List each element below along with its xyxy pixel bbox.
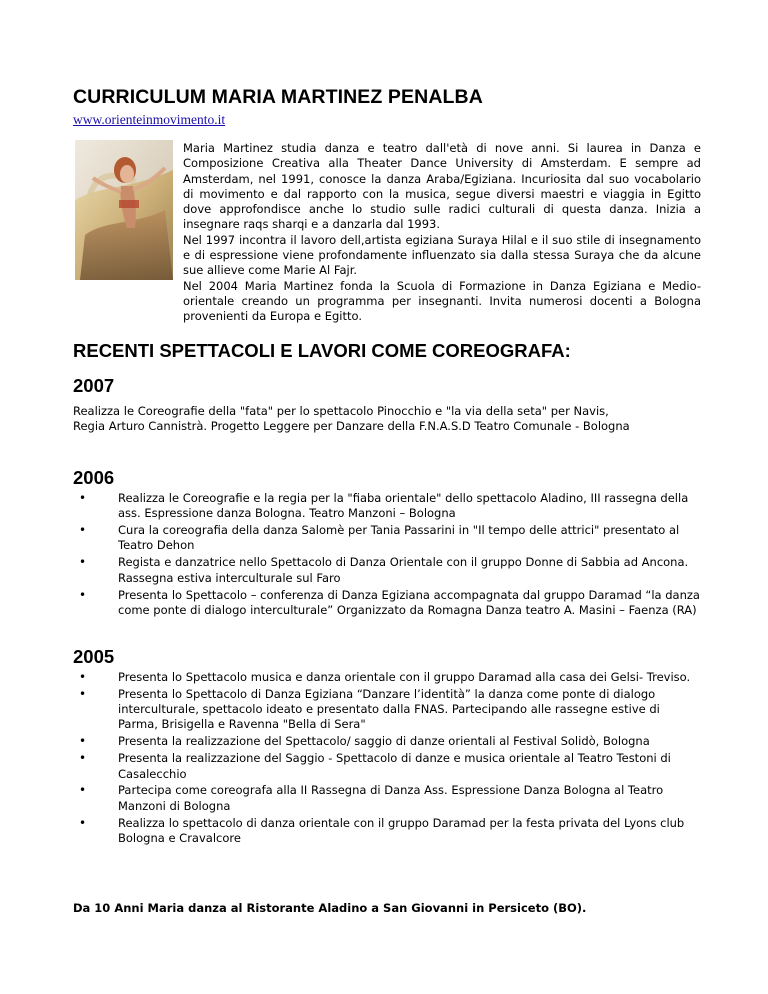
- list-item: • Cura la coreografia della danza Salomè per Tania Passarini in "Il tempo delle attrici" presentato al Teatro Dehon: [73, 523, 703, 554]
- year-heading-2006: 2006: [73, 467, 115, 488]
- list-item: • Realizza le Coreografie e la regia per la "fiaba orientale" dello spettacolo Aladino, III rassegna della ass. Espressione danza Bologna. Teatro Manzoni – Bologna: [73, 491, 703, 522]
- year-heading-2007: 2007: [73, 375, 115, 396]
- list-item: • Presenta la realizzazione del Spettacolo/ saggio di danze orientali al Festival Solidò, Bologna: [73, 734, 703, 749]
- list-item: • Presenta lo Spettacolo di Danza Egiziana “Danzare l’identità” la danza come ponte di dialogo interculturale, spettacolo ideato e presentato dalla FNAS. Partecipando alle rassegne estive di Parma, Brisigella e Ravenna "Bella di Sera": [73, 687, 703, 733]
- text-line: Regia Arturo Cannistrà. Progetto Leggere per Danzare della F.N.A.S.D Teatro Comunale - Bologna: [73, 419, 630, 434]
- footer-note: Da 10 Anni Maria danza al Ristorante Aladino a San Giovanni in Persiceto (BO).: [73, 901, 587, 915]
- bio-paragraph: Nel 2004 Maria Martinez fonda la Scuola di Formazione in Danza Egiziana e Medio-orientale creando un programma per insegnanti. Invita numerosi docenti a Bologna provenienti da Europa e Egitto.: [183, 278, 701, 324]
- list-item: • Presenta lo Spettacolo musica e danza orientale con il gruppo Daramad alla casa dei Gelsi- Treviso.: [73, 670, 703, 685]
- section-heading: RECENTI SPETTACOLI E LAVORI COME COREOGRAFA:: [73, 340, 571, 361]
- bio-paragraph: Nel 1997 incontra il lavoro dell,artista egiziana Suraya Hilal e il suo stile di insegnamento e di espressione viene profondamente influenzato sia dalla stessa Suraya che da alcune sue allieve come Marie Al Fajr.: [183, 232, 701, 278]
- text-line: Realizza le Coreografie della "fata" per lo spettacolo Pinocchio e "la via della seta" per Navis,: [73, 404, 609, 418]
- list-item: • Regista e danzatrice nello Spettacolo di Danza Orientale con il gruppo Donne di Sabbia ad Ancona. Rassegna estiva interculturale sul Faro: [73, 555, 703, 586]
- dancer-photo: [75, 140, 173, 280]
- biography: [183, 141, 701, 325]
- page-title: CURRICULUM MARIA MARTINEZ PENALBA: [73, 86, 483, 108]
- bio-paragraph: Maria Martinez studia danza e teatro dall'età di nove anni. Si laurea in Danza e Composizione Creativa alla Theater Dance University di Amsterdam. E sempre ad Amsterdam, nel 1991, conosce la danza Araba/Egiziana. Incuriosita dal suo vocabolario di movimento e dal rapporto con la musica, segue diversi maestri e viaggia in Egitto dove approfondisce anche lo studio sulle radici culturali di questa danza. Inizia a insegnare raqs sharqi e a danzarla dal 1993.: [183, 141, 701, 232]
- section-2007-text: [73, 404, 703, 435]
- website-link[interactable]: www.orienteinmovimento.it: [73, 112, 226, 127]
- list-item: • Presenta lo Spettacolo – conferenza di Danza Egiziana accompagnata dal gruppo Daramad “la danza come ponte di dialogo interculturale” Organizzato da Romagna Danza teatro A. Masini – Faenza (RA): [73, 588, 703, 619]
- list-item: • Realizza lo spettacolo di danza orientale con il gruppo Daramad per la festa privata del Lyons club Bologna e Cravalcore: [73, 816, 703, 847]
- list-2005: [73, 670, 703, 848]
- list-2006: [73, 491, 703, 620]
- list-item: • Partecipa come coreografa alla II Rassegna di Danza Ass. Espressione Danza Bologna al Teatro Manzoni di Bologna: [73, 783, 703, 814]
- year-heading-2005: 2005: [73, 646, 115, 667]
- list-item: • Presenta la realizzazione del Saggio - Spettacolo di danze e musica orientale al Teatro Testoni di Casalecchio: [73, 751, 703, 782]
